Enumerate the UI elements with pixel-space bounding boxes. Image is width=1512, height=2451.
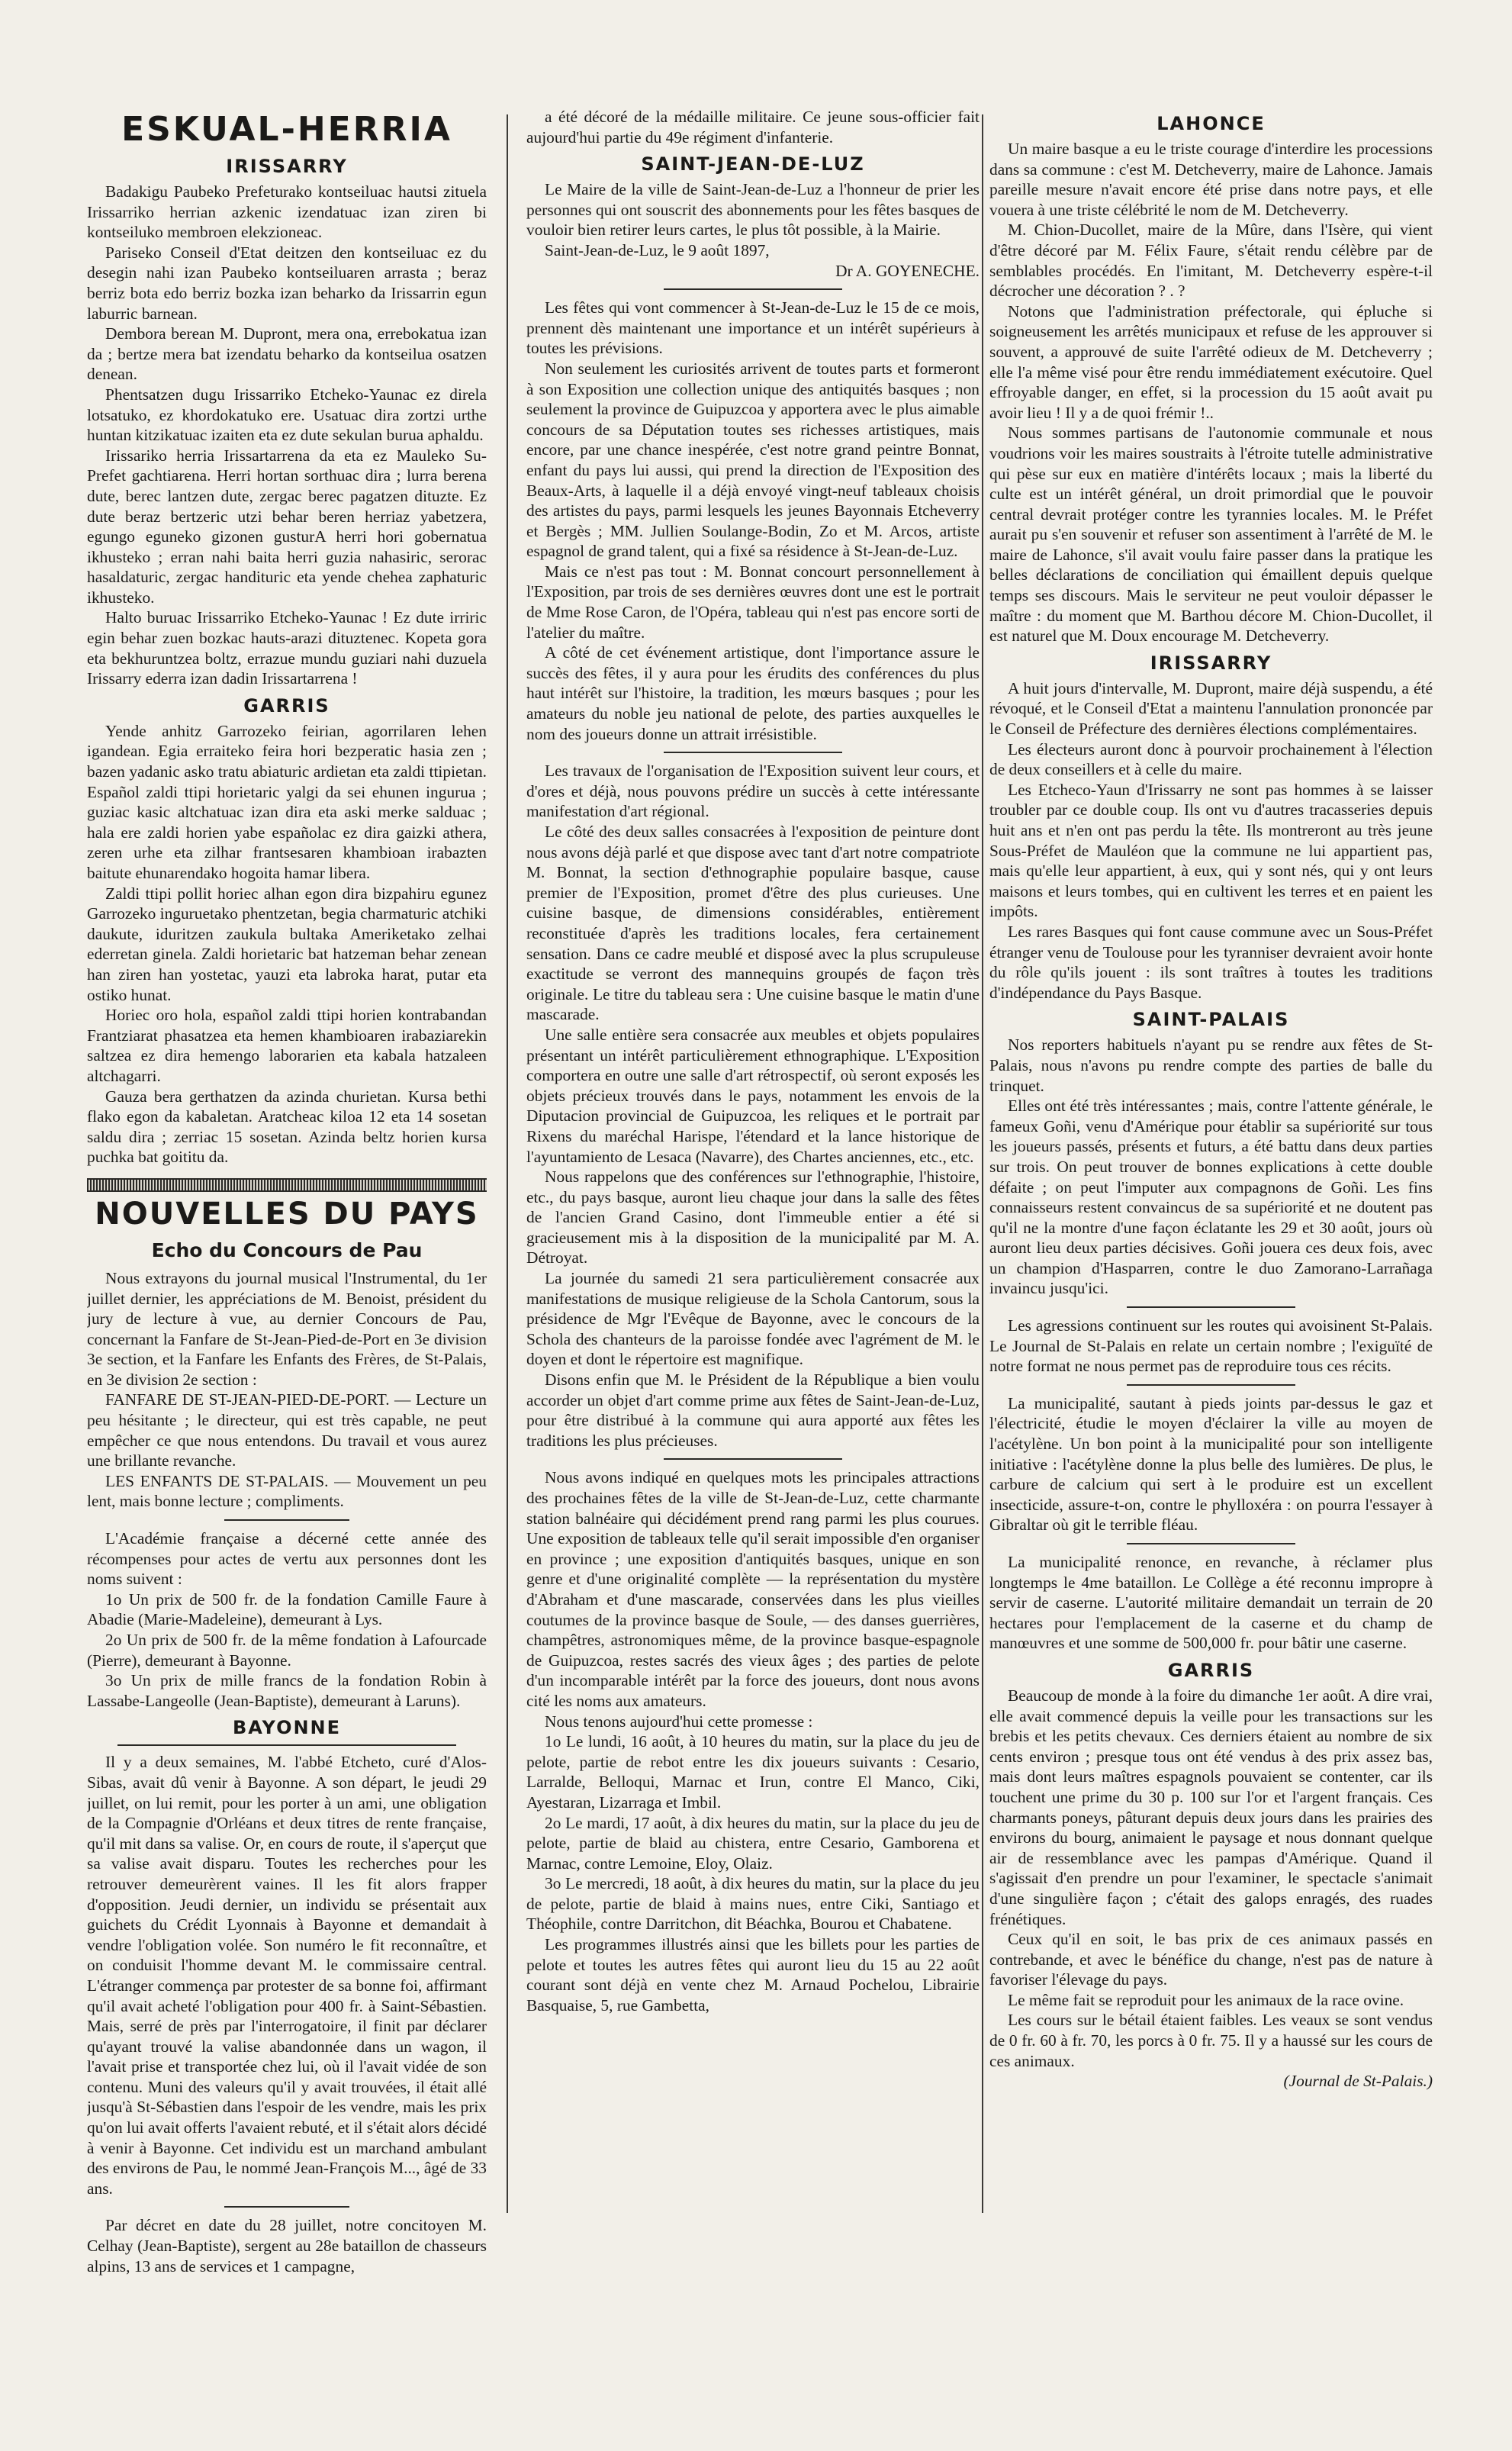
section-divider-hatched: [87, 1178, 487, 1192]
paragraph: La journée du samedi 21 sera particulièrement consacrée aux manifestations de musique religieuse de la Schola Cantorum, sous la présidence de Mgr l'Evêque de Bayonne, avec le concours de la Schola des chanteurs de la paroisse fondée avec l'agrément de M. le doyen et dont le répertoire est magnifique.: [526, 1269, 980, 1369]
article-bayonne: [87, 1752, 487, 2276]
source-credit: (Journal de St-Palais.): [1283, 2072, 1433, 2091]
paragraph: Les rares Basques qui font cause commune avec un Sous-Préfet étranger venu de Toulouse pour les tyranniser devraient avoir honte du rôle qu'ils jouent : ils sont traîtres à toutes les traditions d'indépendance du Pays Basque.: [989, 922, 1433, 1002]
paragraph: Les travaux de l'organisation de l'Exposition suivent leur cours, et d'ores et déjà, nous pouvons prédire un succès à cette intéressante manifestation d'art régional.: [526, 762, 980, 821]
article-saint-palais: [989, 1035, 1433, 1654]
section-heading-irissarry-fr: IRISSARRY: [1150, 652, 1272, 674]
paragraph: Elles ont été très intéressantes ; mais, contre l'attente générale, le fameux Goñi, venu d'Amérique pour établir sa supériorité sur tous les joueurs passés, présents et futurs, a été battu dans deux parties sur trois. On peut trouver de bonnes explications à cette double défaite ; on peut l'imputer aux compagnons de Goñi. Les fins connaisseurs restent convaincus de sa supériorité et ne doutent pas qu'il ne la montre d'une façon éclatante les 29 et 30 août, jours où auront lieu deux parties décisives. Goñi jouera ces deux fois, avec un champion d'Hasparren, contre le duo Zamorano-Larrañaga invaincu jusqu'ici.: [989, 1097, 1433, 1298]
section-heading-lahonce: LAHONCE: [1157, 113, 1266, 134]
nouvelles-banner: NOUVELLES DU PAYS: [95, 1196, 479, 1232]
column-3: [989, 107, 1433, 2411]
column-1: [87, 107, 487, 2411]
divider: [117, 1744, 456, 1746]
paragraph: 3o Un prix de mille francs de la fondation Robin à Lassabe-Langeolle (Jean-Baptiste), demeurant à Laruns).: [87, 1671, 487, 1710]
divider: [1127, 1384, 1295, 1386]
section-heading-garris-basque: GARRIS: [243, 694, 330, 717]
article-academie: [87, 1528, 487, 1711]
paragraph: Non seulement les curiosités arrivent de toutes parts et formeront à son Exposition une collection unique des antiquités basques ; non seulement la province de Guipuzcoa y apportera avec le plus aimable concours de sa Députation toutes ses richesses artistiques, mais encore, par une chance inespérée, c'est notre grand peintre Bonnat, enfant du pays lui aussi, qui prend la direction de l'Exposition des Beaux-Arts, à laquelle il a déjà envoyé vingt-neuf tableaux choisis des artistes du pays, parmi lesquels les jeunes Bayonnais Etcheverry et Bergès ; MM. Jullien Soulange-Bodin, Zo et M. Arcos, artiste espagnol de grand talent, qui a fixé sa résidence à St-Jean-de-Luz.: [526, 359, 980, 561]
paragraph: Mais ce n'est pas tout : M. Bonnat concourt personnellement à l'Exposition, par trois de ses dernières œuvres dont une est le portrait de Mme Rose Caron, de l'Opéra, tableau qui n'est pas encore sorti de l'atelier du maître.: [526, 562, 980, 642]
divider: [1127, 1306, 1295, 1308]
section-heading-bayonne: BAYONNE: [232, 1717, 342, 1739]
column-rule-2: [982, 114, 983, 2213]
paragraph: Dembora berean M. Dupront, mera ona, errebokatua izan da ; bertze mera bat izendatu beharko da kontseilua osatzen denean.: [87, 324, 487, 384]
section-heading-garris-fr: GARRIS: [1167, 1659, 1255, 1681]
paragraph: Les électeurs auront donc à pourvoir prochainement à l'élection de deux conseillers et à celle du maire.: [989, 739, 1433, 779]
paragraph: Nous extrayons du journal musical l'Instrumental, du 1er juillet dernier, les appréciations de M. Benoist, président du jury de lecture à vue, au dernier Concours de Pau, concernant la Fanfare de St-Jean-Pied-de-Port en 3e division 3e section, et la Fanfare les Enfants des Frères, de St-Palais, en 3e division 2e section :: [87, 1268, 487, 1389]
paragraph: Nous rappelons que des conférences sur l'ethnographie, l'histoire, etc., du pays basque, auront lieu chaque jour dans la salle des fêtes de l'ancien Grand Casino, dont l'immeuble entier a été si gracieusement mis à la disposition de la municipalité par M. A. Détroyat.: [526, 1168, 980, 1267]
column-2: [526, 107, 980, 2411]
article-lahonce: [989, 139, 1433, 646]
signature: Dr A. GOYENECHE.: [835, 261, 980, 280]
paragraph: Il y a deux semaines, M. l'abbé Etcheto, curé d'Alos-Sibas, avait dû venir à Bayonne. A son départ, le jeudi 29 juillet, on lui remit, pour les porter à un ami, une obligation de la Compagnie d'Orléans et deux titres de rente française, qu'il mit dans sa valise. Or, en cours de route, il s'aperçut que sa valise avait disparu. Toutes les recherches pour les retrouver demeurèrent vaines. Il les fit alors frapper d'opposition. Jeudi dernier, un individu se présentait aux guichets du Crédit Lyonnais à Bayonne et demandait à vendre l'obligation volée. Son numéro le fit reconnaître, et on conduisit l'homme devant M. le commissaire central. L'étranger commença par protester de sa bonne foi, affirmant qu'il avait acheté l'obligation pour 400 fr. à Saint-Sébastien. Mais, serré de près par l'interrogatoire, il finit par déclarer qu'ayant trouvé la valise abandonnée dans un wagon, il l'avait prise et transportée chez lui, où il l'avait vidée de son contenu. Muni des valeurs qu'il y avait trouvées, il était allé jusqu'à St-Sébastien dans l'espoir de les vendre, mais les prix qu'on lui avait offerts l'avaient rebuté, et il s'était alors décidé à venir à Bayonne. Cet individu est un marchand ambulant des environs de Pau, le nommé Jean-François M..., âgé de 33 ans.: [87, 1753, 487, 2198]
paragraph: L'Académie française a décerné cette année des récompenses pour actes de vertu aux personnes dont les noms suivent :: [87, 1529, 487, 1589]
concours-title: Echo du Concours de Pau: [151, 1238, 423, 1261]
paragraph: Horiec oro hola, español zaldi ttipi horien kontrabandan Frantziarat phasatzea eta hemen khambioaren irabaziarekin saltzea ez dira hemengo laborarien eta kabala hatzaleen altchagarri.: [87, 1006, 487, 1085]
paragraph: LES ENFANTS DE ST-PALAIS. — Mouvement un peu lent, mais bonne lecture ; compliments.: [87, 1471, 487, 1511]
paragraph: Nous tenons aujourd'hui cette promesse :: [545, 1712, 813, 1731]
paragraph: 1o Un prix de 500 fr. de la fondation Camille Faure à Abadie (Marie-Madeleine), demeurant à Lys.: [87, 1589, 487, 1629]
section-heading-irissarry-basque: IRISSARRY: [226, 156, 348, 177]
paragraph: Un maire basque a eu le triste courage d'interdire les processions dans sa commune : c'est M. Detcheverry, maire de Lahonce. Jamais pareille mesure n'avait encore été prise dans notre pays, et elle vouera à une triste célébrité le nom de M. Detcheverry.: [989, 140, 1433, 219]
paragraph: Pariseko Conseil d'Etat deitzen den kontseiluac ez du desegin nahi izan Paubeko kontseiluaren arrasta ; beraz berriz bota edo berriz bozka izan beharko da Irissarrin egun laburric barnean.: [87, 243, 487, 323]
masthead-title: ESKUAL-HERRIA: [121, 110, 452, 149]
paragraph: 2o Un prix de 500 fr. de la même fondation à Lafourcade (Pierre), demeurant à Bayonne.: [87, 1631, 487, 1670]
section-heading-saint-jean-de-luz: SAINT-JEAN-DE-LUZ: [641, 153, 865, 176]
paragraph: Les fêtes qui vont commencer à St-Jean-de-Luz le 15 de ce mois, prennent dès maintenant une importance et un intérêt supérieurs à toutes les prévisions.: [526, 298, 980, 358]
paragraph: Nous avons indiqué en quelques mots les principales attractions des prochaines fêtes de la ville de St-Jean-de-Luz, cette charmante station balnéaire qui décidément prend rang parmi les plus courues. Une exposition de tableaux telle qu'il serait impossible d'en organiser en province ; une exposition d'antiquités basques, unique en son genre et d'une originalité complète — la représentation du mystère d'Abraham et d'une mascarade, conservées dans les plus vieilles coutumes de la province basque de Soule, — des danses guerrières, champêtres, astronomiques même, de la province basque-espagnole de Guipuzcoa, restes sacrés des vieux âges ; des parties de pelote d'un incomparable intérêt par la force des joueurs, dont nous avons cité les noms aux amateurs.: [526, 1468, 980, 1710]
divider: [224, 2206, 349, 2208]
paragraph: Le même fait se reproduit pour les animaux de la race ovine.: [1008, 1990, 1404, 2009]
paragraph: Zaldi ttipi pollit horiec alhan egon dira bizpahiru egunez Garrozeko inguruetako phentzetan, begia charmaturic atchiki daukute, iduritzen zaukula bultaka Ameriketako zelhai ederretan ginela. Zaldi horietaric bat hatzeman behar zenean han ziren han yostetac, yauzi eta labroka harat, putar eta ostiko hunat.: [87, 884, 487, 1004]
paragraph: M. Chion-Ducollet, maire de la Mûre, dans l'Isère, qui vient d'être décoré par M. Félix Faure, s'était rendu célèbre par de semblables procédés. En l'imitant, M. Detcheverry espère-t-il décrocher une décoration ? . ?: [989, 221, 1433, 301]
paragraph: La municipalité, sautant à pieds joints par-dessus le gaz et l'électricité, étudie le moyen d'éclairer la ville au moyen de l'acétylène. Un bon point à la municipalité pour son intelligente initiative : l'acétylène donne la plus belle des lumières. De plus, le carbure de calcium qui sert à le produire est un excellent insecticide, assure-t-on, contre le phylloxéra : on pourra l'essayer à Gibraltar où git le terrible fléau.: [989, 1393, 1433, 1535]
paragraph: 3o Le mercredi, 18 août, à dix heures du matin, sur la place du jeu de pelote, partie de blaid à mains nues, entre Ciki, Santiago et Théophile, contre Darritchon, dit Béachka, Bourou et Chabatene.: [526, 1874, 980, 1934]
paragraph: Beaucoup de monde à la foire du dimanche 1er août. A dire vrai, elle avait commencé depuis la veille pour les transactions sur les brebis et les petits chevaux. Ces derniers étaient au nombre de six cents environ ; presque tous ont été vendus à des prix assez bas, mais dont leurs maîtres espagnols pouvaient se contenter, car ils touchent une prime du 30 p. 100 sur l'or et l'argent français. Ces charmants poneys, pâturant depuis deux jours dans les prairies des environs du bourg, animaient le paysage et nous donnant quelque air de ressemblance avec les pampas d'Amérique. Quand il s'agissait d'en prendre un pour l'examiner, le spectacle s'animait d'une singulière façon ; c'était des galops enragés, des ruades frénétiques.: [989, 1686, 1433, 1928]
paragraph: Par décret en date du 28 juillet, notre concitoyen M. Celhay (Jean-Baptiste), sergent au 28e bataillon de chasseurs alpins, 13 ans de services et 1 campagne,: [87, 2216, 487, 2275]
divider: [664, 1458, 842, 1460]
paragraph: A huit jours d'intervalle, M. Dupront, maire déjà suspendu, a été révoqué, et le Conseil d'Etat a maintenu l'annulation prononcée par le Conseil de Préfecture des dernières élections complémentaires.: [989, 678, 1433, 739]
paragraph: La municipalité renonce, en revanche, à réclamer plus longtemps le 4me bataillon. Le Collège a été reconnu impropre à servir de caserne. L'autorité militaire demandait un terrain de 20 hectares pour l'emplacement de la caserne et du champ de manœuvres et une somme de 500,000 fr. pour bâtir une caserne.: [989, 1553, 1433, 1653]
paragraph-continued: a été décoré de la médaille militaire. Ce jeune sous-officier fait aujourd'hui partie du 49e régiment d'infanterie.: [526, 108, 980, 147]
paragraph: Une salle entière sera consacrée aux meubles et objets populaires présentant un intérêt particulièrement ethnographique. L'Exposition comportera en outre une salle d'art rétrospectif, où seront exposés les objets précieux trouvés dans le pays, notamment les envois de la Diputacion provincial de Guipuzcoa, les reliques et le portrait par Rixens du maréchal Harispe, l'étendard et la lance historique de l'ayuntamiento de Lesaca (Navarre), des Chartes anciennes, etc., etc.: [526, 1025, 980, 1166]
paragraph: Yende anhitz Garrozeko feirian, agorrilaren lehen igandean. Egia erraiteko feira hori bezperatic hasia zen ; bazen yadanic asko tratu abiaturic ardietan eta zaldi ttipietan. Español zaldi ttipi horietaric yalgi da sei ehunen ingurua ; guziac kasic altchatuac izan dira eta aski merke salduac ; hala ere zaldi horien yabe españolac ez dira gaizki athera, zeren urhe eta zilhar frantsesaren khambioan irabazten baitute ehunarendako hogoita hamar libera.: [87, 721, 487, 882]
paragraph: Irissariko herria Irissartarrena da eta ez Mauleko Su-Prefet gachtiarena. Herri hortan sorthuac dira ; lurra berena dute, berec lantzen dute, zergac berec pagatzen dituzte. Ez dute beraz bertzeric utzi behar beren herriaz yabetzera, egungo eguneko gizonen gusturA herri hori gobernatua ikhusteko ; erran nahi baita herri guzia nahasiric, serorac hasaldaturic, zergac handituric eta yende chehea zaphaturic ikhusteko.: [87, 446, 487, 607]
dateline: Saint-Jean-de-Luz, le 9 août 1897,: [545, 240, 770, 259]
paragraph: Disons enfin que M. le Président de la République a bien voulu accorder un objet d'art comme prime aux fêtes de Saint-Jean-de-Luz, pour être distribué à la commune qui aura apporté aux fêtes les traditions les plus précieuses.: [526, 1370, 980, 1450]
column-rule-1: [507, 114, 508, 2213]
paragraph: Gauza bera gerthatzen da azinda churietan. Kursa bethi flako egon da kabaletan. Aratcheac kiloa 12 eta 14 sosetan saldu dira ; zerriac 15 sosetan. Azinda beltz horien kursa puchka bat goititu da.: [87, 1087, 487, 1167]
paragraph: Le côté des deux salles consacrées à l'exposition de peinture dont nous avons déjà parlé et que dispose avec tant d'art notre compatriote M. Bonnat, la section d'ethnographie populaire basque, cause premier de l'Exposition, promet d'être des plus curieuses. Une cuisine basque, de dimensions considérables, entièrement reconstituée d'après les traditions locales, fera certainement sensation. Dans ce cadre meublé et disposé avec la plus scrupuleuse exactitude se verront des mannequins groupés de façon très originale. Le titre du tableau sera : Une cuisine basque le matin d'une mascarade.: [526, 823, 980, 1024]
paragraph: Badakigu Paubeko Prefeturako kontseiluac hautsi zituela Irissarriko herrian azkenic izendatuac izan ziren bi kontseiluko membroen elekzioneac.: [87, 182, 487, 242]
paragraph: Phentsatzen dugu Irissarriko Etcheko-Yaunac ez direla lotsatuko, ez khordokatuko ere. Usatuac dira zortzi urthe huntan kitzikatuac izaiten eta ez dute sekulan burua aphaldu.: [87, 385, 487, 445]
divider: [664, 288, 842, 290]
article-irissarry-fr: [989, 678, 1433, 1003]
letter: Le Maire de la ville de Saint-Jean-de-Luz a l'honneur de prier les personnes qui ont souscrit des abonnements pour les fêtes basques de vouloir bien retirer leurs cartes, le plus tôt possible, à la Mairie.: [526, 180, 980, 240]
paragraph: FANFARE DE ST-JEAN-PIED-DE-PORT. — Lecture un peu hésitante ; le directeur, qui est très capable, ne peut empêcher ce que nous entendons. Du travail et vous aurez une brillante revanche.: [87, 1390, 487, 1470]
article-saint-jean-de-luz: [526, 179, 980, 2015]
divider: [1127, 1543, 1295, 1544]
paragraph: Ceux qu'il en soit, le bas prix de ces animaux passés en contrebande, et avec le bénéfice du change, n'est pas de nature à favoriser l'élevage du pays.: [989, 1930, 1433, 1989]
paragraph: 2o Le mardi, 17 août, à dix heures du matin, sur la place du jeu de pelote, partie de blaid au chistera, entre Cesario, Gamborena et Marnac, contre Lemoine, Eloy, Olaiz.: [526, 1813, 980, 1873]
article-garris-basque: [87, 721, 487, 1168]
section-heading-saint-palais: SAINT-PALAIS: [1132, 1009, 1290, 1031]
article-irissarry-basque: [87, 182, 487, 689]
divider: [664, 752, 842, 753]
paragraph: A côté de cet événement artistique, dont l'importance assure le succès des fêtes, il y aura pour les érudits des conférences du plus haut intérêt sur l'histoire, la tradition, les mœurs basques ; pour les amateurs du noble jeu national de pelote, des parties auxquelles le nom des joueurs donne un attrait irrésistible.: [526, 643, 980, 743]
paragraph: Nos reporters habituels n'ayant pu se rendre aux fêtes de St-Palais, nous n'avons pu rendre compte des parties de balle du trinquet.: [989, 1035, 1433, 1095]
paragraph: Les cours sur le bétail étaient faibles. Les veaux se sont vendus de 0 fr. 60 à fr. 70, les porcs à 0 fr. 75. Il y a haussé sur les cours de ces animaux.: [989, 2011, 1433, 2070]
paragraph: Halto buruac Irissarriko Etcheko-Yaunac ! Ez dute irriric egin behar zuen bozkac hauts-arazi dituztenec. Kopeta gora eta bekhuruntzea boltz, errazue mundu guziari nahi duzuela Irissarry ederra izan dadin Irissartarrena !: [87, 608, 487, 688]
divider: [224, 1519, 349, 1521]
paragraph: Les Etcheco-Yaun d'Irissarry ne sont pas hommes à se laisser troubler par ce double coup. Ils ont vu d'autres tracasseries depuis huit ans et n'en ont pas perdu la tête. Ils montreront au très jeune Sous-Préfet de Mauléon que la commune ne lui appartient pas, mais qu'elle leur appartient, à eux, qui y sont nés, qui y ont leurs maisons et leurs tombes, qui en cultivent les terres et en paient les impôts.: [989, 780, 1433, 921]
paragraph: Les programmes illustrés ainsi que les billets pour les parties de pelote et toutes les autres fêtes qui auront lieu du 15 au 22 août courant sont déjà en vente chez M. Arnaud Pochelou, Librairie Basquaise, 5, rue Gambetta,: [526, 1935, 980, 2015]
paragraph: Notons que l'administration préfectorale, qui épluche si soigneusement les arrêtés municipaux et refuse de les approuver si souvent, a approuvé de suite l'arrêté odieux de M. Detcheverry ; elle l'a même visé pour être rendu immédiatement exécutoire. Quel effroyable danger, en effet, si la procession du 15 août avait pu avoir lieu ! Il y a de quoi frémir !..: [989, 301, 1433, 422]
article-concours: [87, 1268, 487, 1512]
paragraph: 1o Le lundi, 16 août, à 10 heures du matin, sur la place du jeu de pelote, partie de rebot entre les dix joueurs suivants : Cesario, Larralde, Belloqui, Marnac et Irun, contre El Manco, Ciki, Ayestaran, Lizarraga et Imbil.: [526, 1732, 980, 1812]
article-garris-fr: [989, 1686, 1433, 2092]
paragraph: Les agressions continuent sur les routes qui avoisinent St-Palais. Le Journal de St-Palais en relate un certain nombre ; l'exiguïté de notre format ne nous permet pas de reproduire tous ces récits.: [989, 1316, 1433, 1376]
paragraph: Nous sommes partisans de l'autonomie communale et nous voudrions voir les maires soustraits à l'étroite tutelle administrative qui pèse sur eux en matière d'intérêts locaux ; mais la liberté du culte est un intérêt général, un droit primordial que le pouvoir central devrait protéger contre les tyrannies locales. M. le Préfet aurait pu s'en souvenir et refuser son assentiment à l'arrêté de M. le maire de Lahonce, s'il avait voulu faire passer dans la pratique les belles déclarations de conciliation qui émaillent depuis quelque temps ses discours. Mais le serviteur ne peut vouloir dépasser le maître : du moment que M. Barthou décore M. Chion-Ducollet, il est naturel que M. Doux encourage M. Detcheverry.: [989, 424, 1433, 646]
